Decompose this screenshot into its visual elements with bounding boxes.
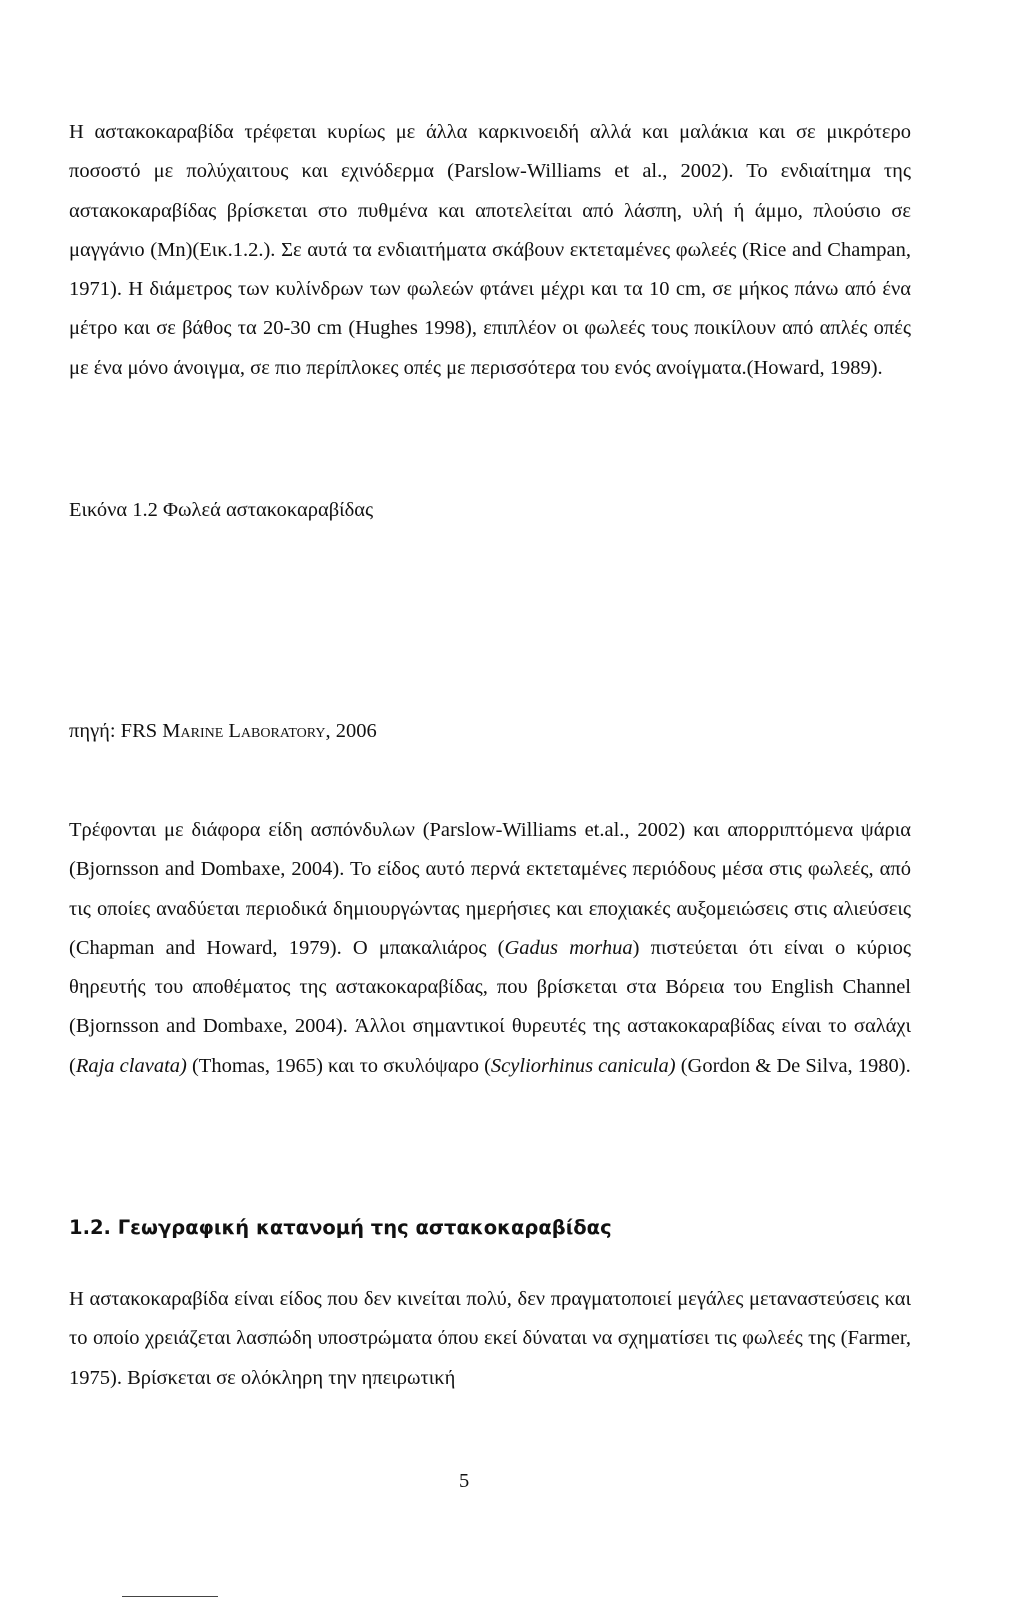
page-number-text: 5 [459,1470,470,1492]
text-run: (Thomas, 1965) και το σκυλόψαρο ( [186,1054,491,1077]
figure-caption: Εικόνα 1.2 Φωλεά αστακοκαραβίδας [69,499,374,521]
section-heading: 1.2. Γεωγραφική κατανομή της αστακοκαραβίδας [69,1216,612,1239]
footnote-separator [122,1596,218,1597]
figure-source-prefix: πηγή: [69,720,121,742]
text-run: (Gordon & De Silva, 1980). [675,1054,911,1077]
figure-source [69,716,911,746]
paragraph-predators [69,811,911,1086]
italic-text-run: Gadus morhua [504,936,633,959]
italic-text-run: Scyliorhinus canicula) [490,1054,676,1077]
italic-text-run: Raja clavata) [75,1054,187,1077]
text-run: ) πιστεύεται ότι είναι ο κύριος θηρευτής του αποθέματος της αστακοκαραβίδας, που βρίσκεται στα Βόρεια του English Channel (Bjornsson and Dombaxe, 2004). Άλλοι σημαντικοί θυρευτές της αστακοκαραβίδας είναι το σαλάχι ( [69,936,911,1077]
text-run: Τρέφονται με διάφορα είδη ασπόνδυλων (Parslow-Williams et.al., 2002) και απορριπτόμενα ψάρια (Bjornsson and Dombaxe, 2004). Το είδος αυτό περνά εκτεταμένες περιόδους μέσα στις φωλεές, από τις οποίες αναδύεται περιοδικά δημιουργώντας ημερήσιες και εποχιακές αυξομειώσεις στις αλιεύσεις (Chapman and Howard, 1979). Ο μπακαλιάρος ( [69,819,911,959]
text-run: Η αστακοκαραβίδα είναι είδος που δεν κινείται πολύ, δεν πραγματοποιεί μεγάλες μεταναστεύσεις και το οποίο χρειάζεται λασπώδη υποστρώματα όπου εκεί δύναται να σχηματίσει τις φωλεές της (Farmer, 1975). Βρίσκεται σε ολόκληρη την ηπειρωτική [69,1288,911,1389]
figure-source-text: FRS Marine Laboratory, 2006 [120,720,377,742]
paragraph-diet-habitat [69,113,911,388]
text-run: Η αστακοκαραβίδα τρέφεται κυρίως με άλλα καρκινοειδή αλλά και μαλάκια και σε μικρότερο ποσοστό με πολύχαιτους και εχινόδερμα (Parslow-Williams et al., 2002). Το ενδιαίτημα της αστακοκαραβίδας βρίσκεται στο πυθμένα και αποτελείται από λάσπη, υλή ή άμμο, πλούσιο σε μαγγάνιο (Mn)(Εικ.1.2.). Σε αυτά τα ενδιαιτήματα σκάβουν εκτεταμένες φωλεές (Rice and Champan, 1971). Η διάμετρος των κυλίνδρων των φωλεών φτάνει μέχρι και τα 10 cm, σε μήκος πάνω από ένα μέτρο και σε βάθος τα 20-30 cm (Hughes 1998), επιπλέον οι φωλεές τους ποικίλουν από απλές οπές με ένα μόνο άνοιγμα, σε πιο περίπλοκες οπές με περισσότερα του ενός ανοίγματα.(Howard, 1989). [69,121,911,379]
paragraph-distribution [69,1280,911,1398]
